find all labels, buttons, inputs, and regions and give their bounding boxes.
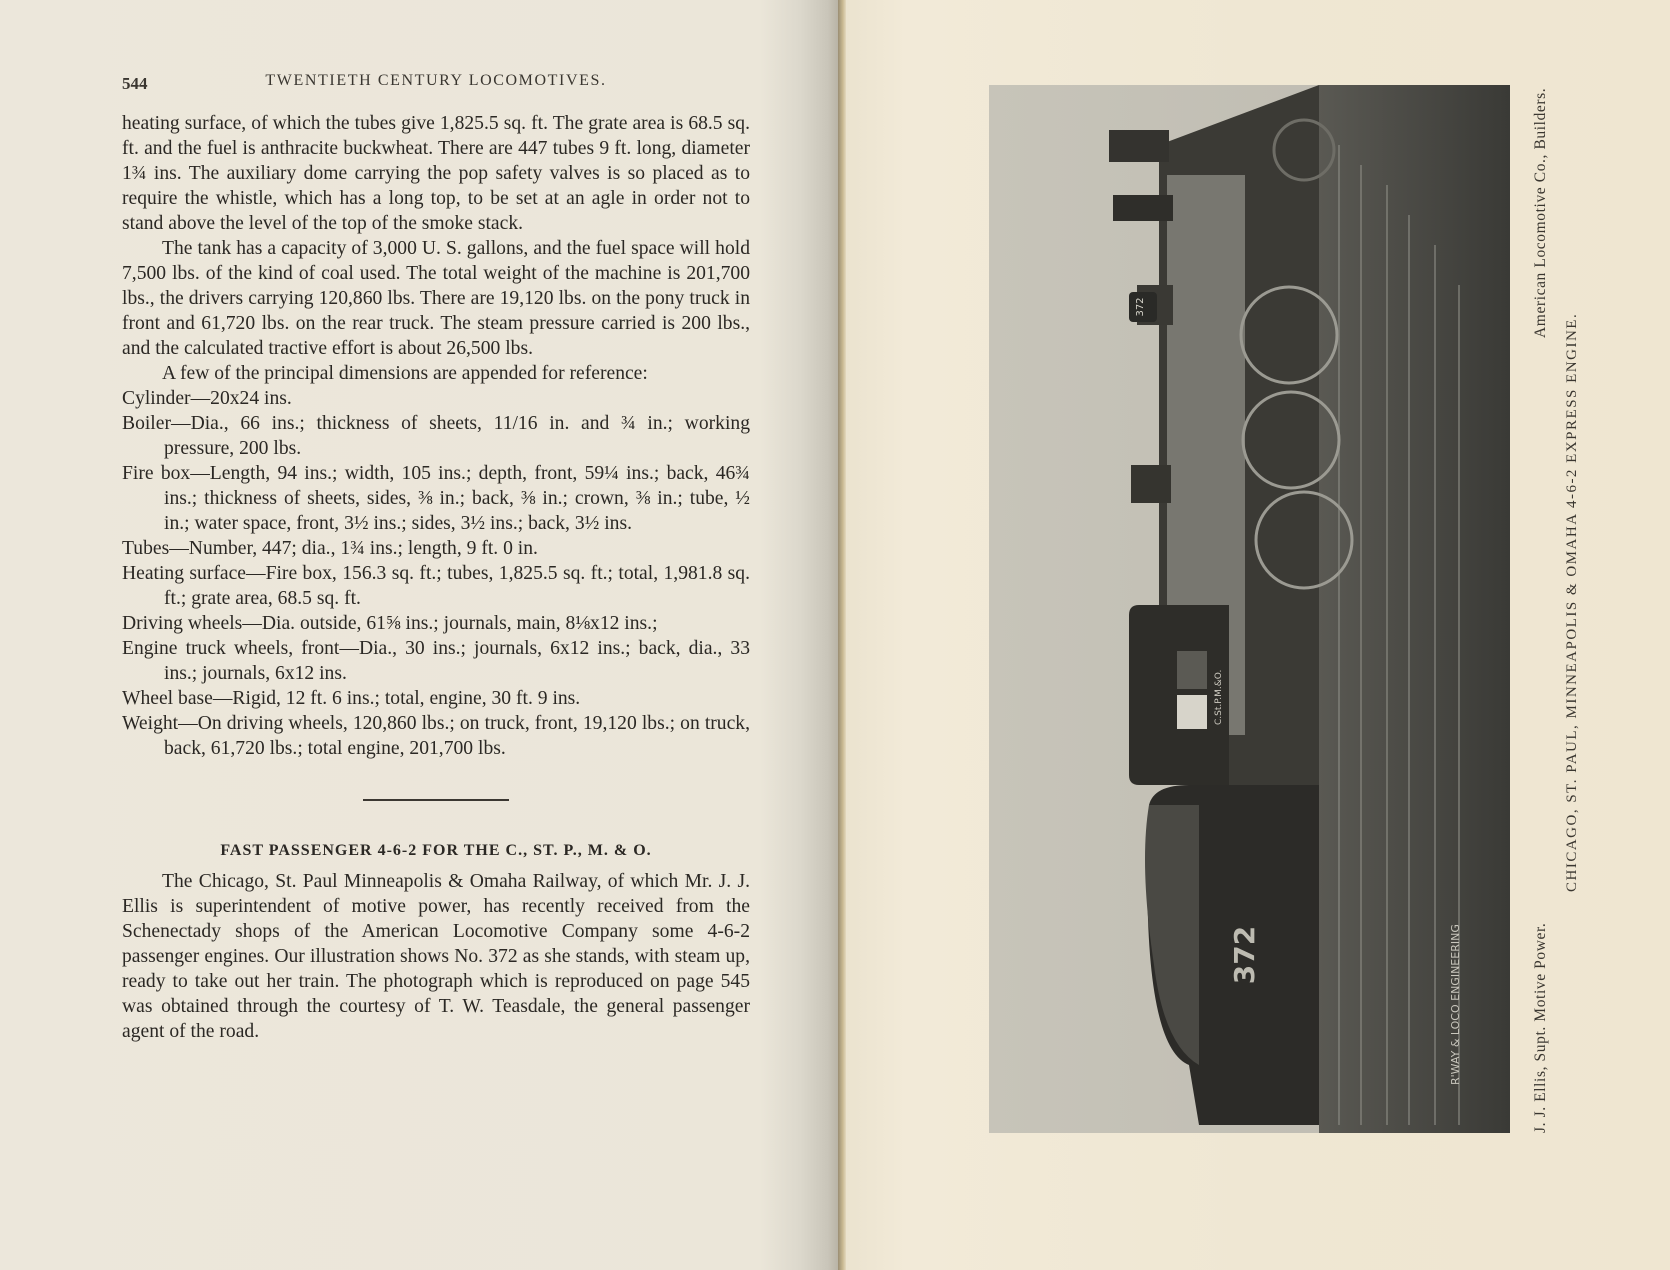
section-heading: FAST PASSENGER 4-6-2 FOR THE C., ST. P., M. & O. (220, 842, 652, 859)
svg-text:372: 372 (1135, 297, 1146, 317)
locomotive-illustration (989, 85, 1510, 1133)
spec-item-cylinder: Cylinder—20x24 ins. (122, 388, 292, 409)
section-body: The Chicago, St. Paul Minneapolis & Omaha Railway, of which Mr. J. J. Ellis is superintendent of motive power, has recently received from the Schenectady shops of the American Locomotive Company some 4-6-2 passenger engines. Our illustration shows No. 372 as she stands, with steam up, ready to take out her train. The photograph which is reproduced on page 545 was obtained through the courtesy of T. W. Teasdale, the general passenger agent of the road. (122, 871, 750, 1042)
paragraph: The tank has a capacity of 3,000 U. S. gallons, and the fuel space will hold 7,500 lbs. of the kind of coal used. The total weight of the machine is 201,700 lbs., the drivers carrying 120,860 lbs. There are 19,120 lbs. on the pony truck in front and 61,720 lbs. on the rear truck. The steam pressure carried is 200 lbs., and the calculated tractive effort is about 26,500 lbs. (122, 238, 750, 359)
spec-item-heating-surface: Heating surface—Fire box, 156.3 sq. ft.; tubes, 1,825.5 sq. ft.; total, 1,981.8 sq. ft.; grate area, 68.5 sq. ft. (122, 563, 750, 609)
spec-item-engine-truck-wheels: Engine truck wheels, front—Dia., 30 ins.; journals, 6x12 ins.; back, dia., 33 ins.; journals, 6x12 ins. (122, 638, 750, 684)
spec-item-wheel-base: Wheel base—Rigid, 12 ft. 6 ins.; total, engine, 30 ft. 9 ins. (122, 688, 581, 709)
caption-superintendent: J. J. Ellis, Supt. Motive Power. (1532, 922, 1549, 1133)
svg-text:R'WAY & LOCO ENGINEERING: R'WAY & LOCO ENGINEERING (1449, 924, 1462, 1085)
caption-builders: American Locomotive Co., Builders. (1532, 87, 1549, 338)
svg-text:372: 372 (1228, 925, 1261, 985)
paragraph: A few of the principal dimensions are appended for reference: (162, 363, 648, 384)
spec-item-fire-box: Fire box—Length, 94 ins.; width, 105 ins.; depth, front, 59¼ ins.; back, 46¾ ins.; thickness of sheets, sides, ⅜ in.; back, ⅜ in.; crown, ⅜ in.; tube, ½ in.; water space, front, 3½ ins.; sides, 3½ ins.; back, 3½ ins. (122, 463, 750, 534)
locomotive-photo (989, 85, 1510, 1133)
spec-item-weight: Weight—On driving wheels, 120,860 lbs.; on truck, front, 19,120 lbs.; on truck, back, 61,720 lbs.; total engine, 201,700 lbs. (122, 713, 750, 759)
book-gutter (838, 0, 846, 1270)
page-number: 544 (122, 74, 148, 93)
caption-plate-title: CHICAGO, ST. PAUL, MINNEAPOLIS & OMAHA 4-6-2 EXPRESS ENGINE. (1564, 312, 1580, 892)
running-head (122, 72, 750, 96)
svg-text:C.St.P.M.&O.: C.St.P.M.&O. (1214, 669, 1224, 725)
spec-item-boiler: Boiler—Dia., 66 ins.; thickness of sheets, 11/16 in. and ¾ in.; working pressure, 200 lbs. (122, 413, 750, 459)
running-head-title: TWENTIETH CENTURY LOCOMOTIVES. (265, 72, 607, 89)
section-divider (363, 799, 509, 801)
spec-item-tubes: Tubes—Number, 447; dia., 1¾ ins.; length, 9 ft. 0 in. (122, 538, 538, 559)
spec-item-driving-wheels: Driving wheels—Dia. outside, 61⅝ ins.; journals, main, 8⅛x12 ins.; (122, 613, 658, 634)
dimensions-list (122, 386, 750, 761)
paragraph: heating surface, of which the tubes give 1,825.5 sq. ft. The grate area is 68.5 sq. ft. and the fuel is anthracite buckwheat. There are 447 tubes 9 ft. long, diameter 1¾ ins. The auxiliary dome carrying the pop safety valves is so placed as to require the whistle, which has a long top, to be set at an agle in order not to stand above the level of the top of the smoke stack. (122, 113, 750, 234)
left-text-column (122, 111, 750, 1044)
